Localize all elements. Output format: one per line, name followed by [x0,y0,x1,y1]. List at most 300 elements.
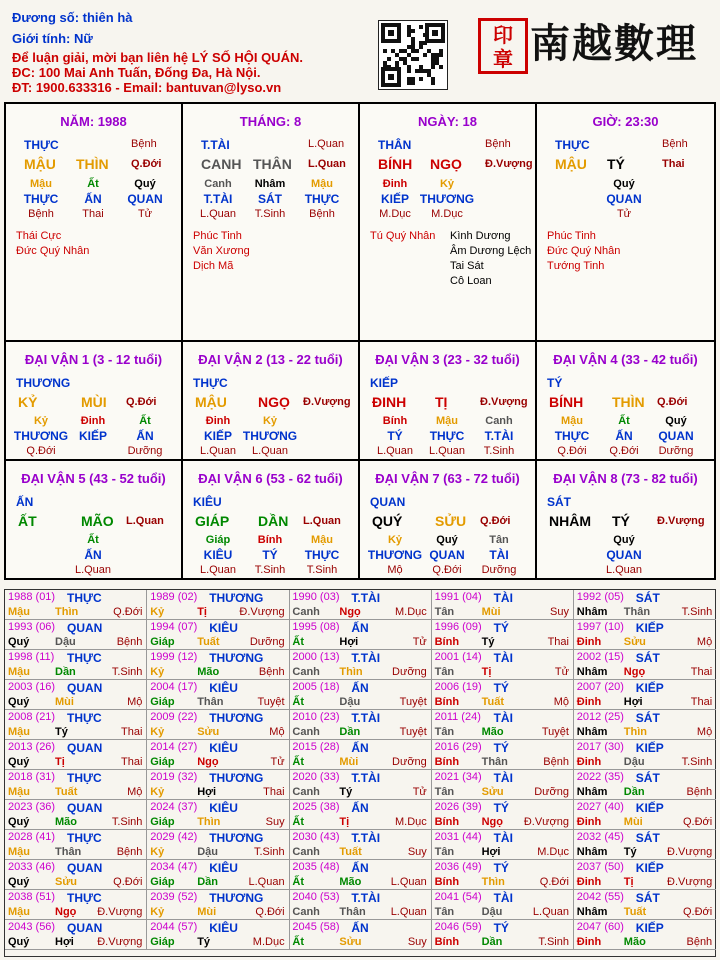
annual-year: 1988 (01) [8,591,56,603]
pillar-hidden-can: Đinh [382,178,408,190]
annual-stage: T.Sinh [681,606,713,618]
annual-star: THỰC [67,651,102,665]
annual-cell [147,830,289,860]
annual-can: Mậu [8,606,30,618]
annual-stage: M.Dục [395,816,427,828]
dai-van-chi-stage: Q.Đới [126,396,157,408]
annual-cell [5,680,147,710]
dai-van-hidden-can: Kỷ [262,415,278,427]
annual-can: Ất [292,756,304,768]
annual-cell [432,770,574,800]
dai-van-hidden-star: T.TÀI [484,429,514,443]
annual-table [4,589,716,957]
annual-stage: Dưỡng [392,756,427,768]
annual-chi: Thân [481,756,508,768]
chart-grid [4,102,716,580]
pillar-note: Dịch Mã [193,260,234,272]
annual-can: Đinh [576,696,602,708]
annual-cell [289,830,431,860]
annual-can: Giáp [150,816,175,828]
annual-cell [5,620,147,650]
dai-van-star: KIẾP [370,376,399,390]
annual-stage: Đ.Vượng [667,846,713,858]
annual-chi: Mùi [481,606,501,618]
annual-star: THỰC [67,831,102,845]
dai-van-can: MẬU [195,394,227,410]
dai-van-hidden-star: THƯƠNG [13,429,69,443]
annual-stage: Dưỡng [249,636,285,648]
annual-cell [289,860,431,890]
dai-van-hidden-stage: Dưỡng [481,564,517,576]
pillar-hidden-star: THƯƠNG [419,192,475,206]
annual-can: Quý [8,876,30,888]
annual-year: 1990 (03) [292,591,340,603]
annual-stage: L.Quan [248,876,285,888]
annual-year: 2024 (37) [150,801,198,813]
annual-chi: Tý [339,786,353,798]
annual-year: 2003 (16) [8,681,56,693]
annual-stage: Bệnh [116,846,143,858]
annual-year: 2002 (15) [576,651,624,663]
dai-van-chi: NGỌ [258,394,290,410]
dai-van-hidden-can: Ất [87,534,99,546]
annual-can: Nhâm [576,666,608,678]
annual-star: TÀI [493,831,513,845]
dai-van-title: ĐẠI VẬN 3 (23 - 32 tuổi) [375,352,520,367]
annual-stage: Thai [263,786,285,798]
annual-cell [5,710,147,740]
annual-star: KIẾP [635,921,664,935]
pillar-chi-stage: L.Quan [308,158,346,170]
annual-chi: Mùi [197,906,217,918]
annual-year: 2017 (30) [576,741,624,753]
annual-star: THƯƠNG [209,591,264,605]
annual-chi: Thìn [55,606,79,618]
annual-star: TÀI [493,771,513,785]
annual-can: Canh [292,606,320,618]
pillar-hidden-star: QUAN [127,192,163,206]
annual-stage: L.Quan [390,876,427,888]
dai-van-can: GIÁP [195,513,230,529]
dai-van-cell [6,461,183,580]
pillar-can-star: THÂN [378,138,412,152]
annual-chi: Dậu [623,756,645,768]
annual-stage: Suy [550,606,569,618]
annual-star: T.TÀI [351,771,381,785]
dai-van-chi-stage: Đ.Vượng [480,396,528,408]
annual-chi: Thân [197,696,224,708]
annual-year: 2025 (38) [292,801,340,813]
pillar-can-stage: Bệnh [662,138,688,150]
annual-chi: Ngọ [197,756,219,768]
annual-can: Mậu [8,666,30,678]
annual-can: Đinh [576,756,602,768]
annual-year: 2015 (28) [292,741,340,753]
annual-year: 2022 (35) [576,771,624,783]
annual-stage: Q.Đới [255,906,285,918]
annual-can: Đinh [576,876,602,888]
pillar-hidden-stage: Tử [616,208,632,220]
annual-year: 2033 (46) [8,861,56,873]
annual-chi: Tị [481,666,492,678]
annual-can: Quý [8,696,30,708]
annual-can: Ất [292,876,304,888]
dai-van-hidden-stage: Mộ [387,564,403,576]
annual-chi: Dần [197,876,218,888]
pillar-hidden-stage: Bệnh [309,208,335,220]
dai-van-hidden-star: THỰC [554,429,590,443]
dai-van-hidden-can: Ất [139,415,151,427]
annual-star: THƯƠNG [209,771,264,785]
annual-year: 2004 (17) [150,681,198,693]
dai-van-hidden-star: KIÊU [203,548,233,562]
annual-stage: L.Quan [532,906,569,918]
annual-stage: Bệnh [686,786,713,798]
pillar-note: Phúc Tinh [193,230,242,242]
annual-year: 2026 (39) [434,801,482,813]
annual-cell [147,620,289,650]
pillar-note-alt: Âm Dương Lệch [450,245,532,257]
pillar-chi-stage: Đ.Vượng [485,158,533,170]
pillar-hidden-can: Mậu [311,178,333,190]
dai-van-hidden-star: THƯƠNG [367,548,423,562]
annual-chi: Thân [55,846,82,858]
pillar-title: GIỜ: 23:30 [592,114,659,129]
pillar-chi: THÌN [76,156,109,172]
annual-star: THỰC [67,891,102,905]
annual-stage: Mộ [553,696,569,708]
annual-chi: Mùi [623,816,643,828]
annual-star: KIÊU [209,621,238,635]
annual-chi: Thân [339,906,366,918]
annual-cell [574,620,716,650]
dai-van-hidden-can: Tân [489,534,509,546]
annual-stage: T.Sinh [681,756,713,768]
annual-year: 2045 (58) [292,921,340,933]
header-line-address: ĐC: 100 Mai Anh Tuấn, Đống Đa, Hà Nội. [12,65,261,80]
annual-cell [432,680,574,710]
annual-can: Kỷ [150,906,165,918]
dai-van-hidden-star: QUAN [429,548,465,562]
annual-year: 2023 (36) [8,801,56,813]
annual-can: Canh [292,726,320,738]
annual-chi: Tuất [623,906,647,918]
dai-van-hidden-can: Giáp [205,534,231,546]
pillar-note: Văn Xương [193,245,250,257]
annual-cell [5,650,147,680]
annual-chi: Mão [481,726,504,738]
annual-stage: M.Dục [252,936,285,948]
dai-van-cell [537,461,714,580]
dai-van-hidden-star: TÝ [262,548,278,562]
annual-chi: Tuất [481,696,504,708]
annual-can: Đinh [576,936,602,948]
annual-year: 2000 (13) [292,651,340,663]
annual-year: 2005 (18) [292,681,340,693]
annual-stage: Đ.Vượng [239,606,285,618]
annual-star: SÁT [635,591,660,605]
annual-can: Giáp [150,876,175,888]
annual-cell [432,800,574,830]
annual-stage: Mộ [127,696,143,708]
annual-stage: Tuyệt [541,726,569,738]
dai-van-hidden-stage: L.Quan [251,445,289,457]
pillar-can-stage: Bệnh [485,138,511,150]
annual-year: 1997 (10) [576,621,624,633]
annual-year: 1989 (02) [150,591,198,603]
annual-star: THƯƠNG [209,651,264,665]
annual-stage: Đ.Vượng [667,876,713,888]
annual-cell [574,830,716,860]
annual-year: 1993 (06) [8,621,56,633]
dai-van-hidden-can: Mậu [561,415,583,427]
annual-year: 2037 (50) [576,861,624,873]
pillar-hidden-star: KIẾP [380,192,409,206]
dai-van-hidden-star: THỰC [429,429,465,443]
dai-van-star: THƯƠNG [16,376,71,390]
annual-star: ẤN [351,861,369,875]
annual-star: T.TÀI [351,651,381,665]
seal-logo: 印 章 [478,18,528,74]
annual-cell [432,890,574,920]
annual-year: 2030 (43) [292,831,340,843]
annual-stage: Q.Đới [113,606,143,618]
annual-year: 2021 (34) [434,771,482,783]
annual-stage: Suy [407,936,427,948]
annual-cell [432,710,574,740]
annual-chi: Tị [623,876,634,888]
annual-stage: Tuyệt [399,726,427,738]
annual-cell [574,650,716,680]
annual-stage: Thai [690,696,713,708]
annual-chi: Hợi [55,936,74,948]
annual-year: 2027 (40) [576,801,624,813]
annual-star: TÀI [493,591,513,605]
dai-van-star: QUAN [370,495,406,509]
annual-can: Tân [434,666,455,678]
dai-van-hidden-star: KIẾP [203,429,232,443]
dai-van-cell [6,342,183,461]
annual-stage: L.Quan [390,906,427,918]
annual-chi: Sửu [623,636,646,648]
annual-chi: Tý [623,846,637,858]
annual-star: ẤN [351,621,369,635]
annual-year: 1994 (07) [150,621,198,633]
annual-can: Tân [434,786,455,798]
annual-stage: Thai [120,756,143,768]
pillar-hidden-can: Nhâm [254,178,286,190]
annual-star: QUAN [67,801,103,815]
dai-van-chi: SỬU [435,513,467,529]
annual-cell [289,800,431,830]
annual-can: Đinh [576,816,602,828]
annual-star: KIẾP [635,681,664,695]
pillar-hidden-star: THỰC [23,192,59,206]
annual-year: 2013 (26) [8,741,56,753]
annual-stage: Tuyệt [257,696,285,708]
annual-can: Mậu [8,846,30,858]
annual-stage: Thai [120,726,143,738]
annual-can: Kỷ [150,666,165,678]
annual-star: SÁT [635,771,660,785]
annual-can: Giáp [150,636,175,648]
annual-stage: Tuyệt [399,696,427,708]
annual-can: Bính [434,636,460,648]
annual-star: KIẾP [635,801,664,815]
annual-chi: Hợi [481,846,501,858]
annual-chi: Dậu [339,696,361,708]
pillar-note: Phúc Tinh [547,230,596,242]
dai-van-hidden-stage: Q.Đới [26,445,56,457]
annual-stage: Q.Đới [682,816,713,828]
dai-van-hidden-stage: L.Quan [74,564,112,576]
dai-van-hidden-can: Quý [436,534,458,546]
annual-cell [147,800,289,830]
annual-chi: Dậu [197,846,218,858]
annual-cell [289,770,431,800]
dai-van-hidden-star: QUAN [606,548,642,562]
dai-van-hidden-star: ẤN [84,548,102,562]
annual-year: 1992 (05) [576,591,624,603]
annual-stage: Q.Đới [682,906,713,918]
annual-chi: Thìn [481,876,505,888]
dai-van-cell [360,461,537,580]
annual-chi: Ngọ [481,816,503,828]
qr-code-icon[interactable] [378,20,448,90]
annual-cell [147,590,289,620]
pillar-cell [183,104,360,342]
annual-cell [147,860,289,890]
annual-star: SÁT [635,711,660,725]
annual-stage: M.Dục [395,606,427,618]
pillar-chi-stage: Thai [662,158,685,170]
annual-cell [574,890,716,920]
dai-van-hidden-can: Đinh [205,415,231,427]
dai-van-chi-stage: L.Quan [126,515,164,527]
dai-van-hidden-star: QUAN [658,429,694,443]
annual-cell [574,800,716,830]
dai-van-chi: MÙI [81,394,107,410]
annual-can: Ất [292,696,304,708]
annual-can: Kỷ [150,726,165,738]
dai-van-cell [537,342,714,461]
dai-van-hidden-stage: L.Quan [605,564,643,576]
annual-star: KIÊU [209,861,238,875]
pillar-hidden-stage: T.Sinh [254,208,286,220]
dai-van-hidden-star: THƯƠNG [242,429,298,443]
annual-star: TÀI [493,711,513,725]
pillar-chi: TÝ [607,156,625,172]
annual-cell [5,740,147,770]
annual-year: 2047 (60) [576,921,624,933]
annual-year: 2019 (32) [150,771,198,783]
annual-stage: Bệnh [686,936,713,948]
pillar-hidden-star: ẤN [84,192,102,206]
annual-cell [574,740,716,770]
dai-van-hidden-stage: L.Quan [428,445,466,457]
annual-chi: Sửu [197,726,220,738]
pillar-cell [360,104,537,342]
dai-van-hidden-stage: Dưỡng [127,445,163,457]
annual-can: Quý [8,756,30,768]
dai-van-title: ĐẠI VẬN 1 (3 - 12 tuổi) [24,352,163,367]
annual-star: ẤN [351,681,369,695]
annual-stage: Đ.Vượng [523,816,569,828]
dai-van-hidden-can: Mậu [436,415,458,427]
pillar-can-star: THỰC [555,138,590,152]
annual-star: TÀI [493,891,513,905]
annual-stage: Đ.Vượng [97,906,143,918]
dai-van-hidden-star: ẤN [615,429,633,443]
annual-cell [289,740,431,770]
annual-chi: Hợi [623,696,643,708]
annual-star: T.TÀI [351,891,381,905]
annual-chi: Thìn [197,816,221,828]
dai-van-star: THỰC [193,376,228,390]
annual-can: Đinh [576,636,602,648]
annual-star: QUAN [67,861,103,875]
annual-cell [147,770,289,800]
annual-stage: Tử [412,636,427,648]
dai-van-chi-stage: Q.Đới [480,515,511,527]
annual-cell [574,920,716,950]
annual-chi: Thân [623,606,651,618]
annual-can: Ất [292,816,304,828]
annual-chi: Mùi [55,696,74,708]
annual-star: TÝ [493,681,509,695]
annual-star: TÝ [493,921,509,935]
annual-cell [574,770,716,800]
annual-chi: Mão [197,666,220,678]
annual-year: 2036 (49) [434,861,482,873]
header-line-owner: Đương số: thiên hà [12,10,133,25]
annual-star: THỰC [67,771,102,785]
header-line-gender: Giới tính: Nữ [12,31,93,46]
pillar-can-stage: Bệnh [131,138,157,150]
dai-van-chi-stage: Q.Đới [657,396,688,408]
annual-star: KIÊU [209,801,238,815]
annual-stage: Tử [270,756,285,768]
annual-chi: Sửu [55,876,78,888]
annual-year: 2040 (53) [292,891,340,903]
header [0,0,720,100]
pillar-can: MẬU [555,156,587,172]
header-line-phone-email: ĐT: 1900.633316 - Email: bantuvan@lyso.vn [12,80,282,95]
annual-chi: Tý [197,936,211,948]
annual-can: Canh [292,786,320,798]
annual-star: T.TÀI [351,591,381,605]
dai-van-hidden-can: Bính [257,534,283,546]
pillar-title: NGÀY: 18 [418,114,477,129]
annual-stage: Tử [412,786,427,798]
annual-chi: Ngọ [55,906,77,918]
dai-van-title: ĐẠI VẬN 5 (43 - 52 tuổi) [21,471,166,486]
annual-cell [289,590,431,620]
annual-chi: Ngọ [339,606,361,618]
annual-stage: Mộ [696,636,713,648]
annual-can: Canh [292,666,320,678]
annual-cell [147,740,289,770]
dai-van-hidden-star: TÀI [489,548,509,562]
pillar-hidden-stage: Bệnh [28,208,54,220]
annual-cell [5,800,147,830]
dai-van-hidden-stage: L.Quan [199,564,237,576]
annual-star: ẤN [351,741,369,755]
pillar-title: NĂM: 1988 [60,114,127,129]
annual-can: Mậu [8,786,30,798]
annual-chi: Thìn [339,666,363,678]
dai-van-hidden-can: Đinh [80,415,106,427]
